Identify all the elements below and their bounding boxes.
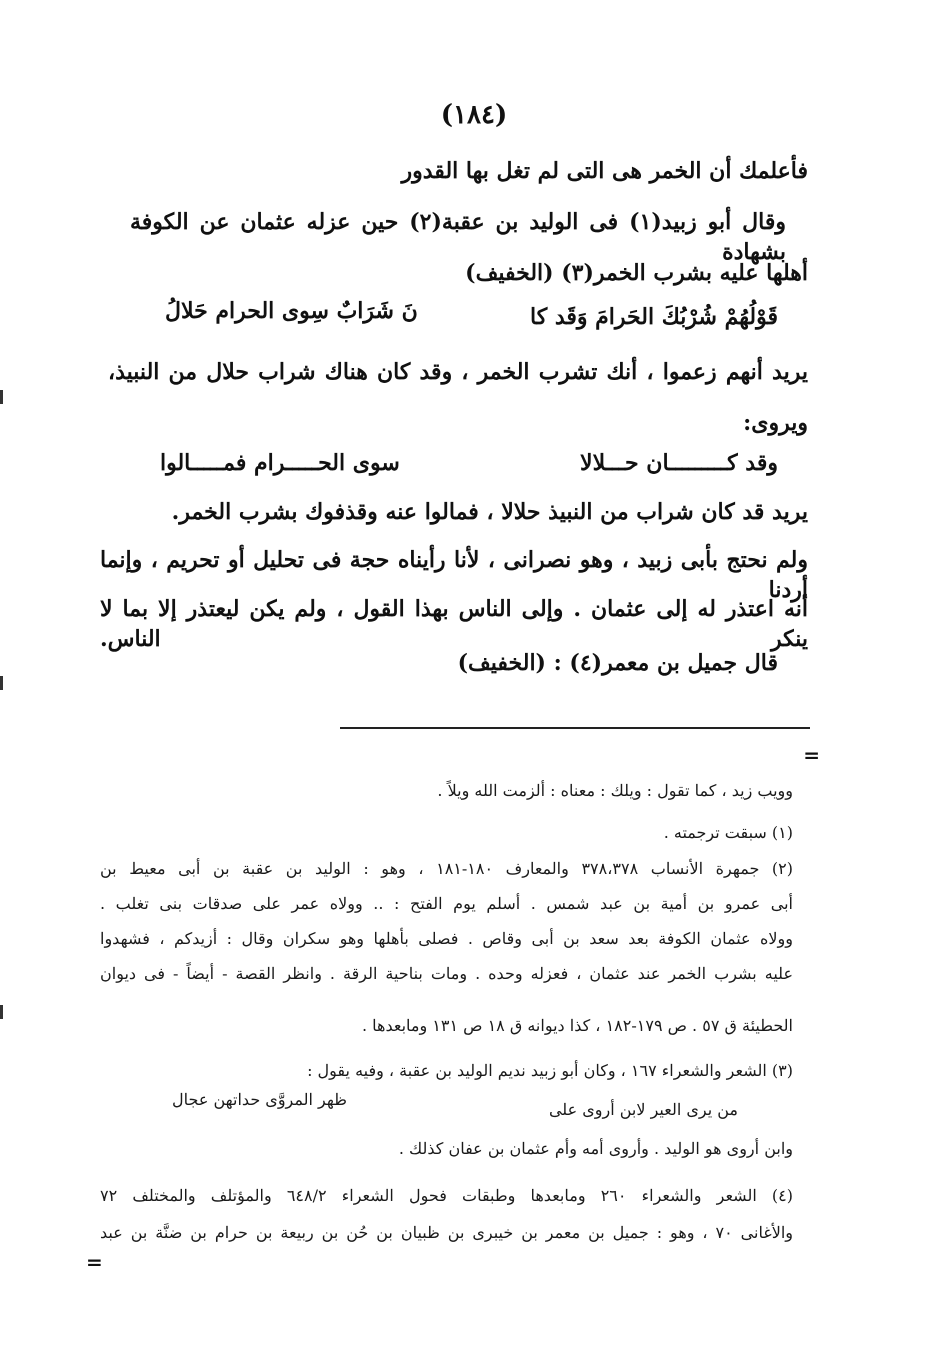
body-line-1: فأعلمك أن الخمر هى التى لم تغل بها القدور	[401, 158, 808, 184]
body-line-2: وقال أبو زبيد(١) فى الوليد بن عقبة(٢) حين عزله عثمان عن الكوفة بشهادة	[130, 209, 786, 265]
page-number: (١٨٤)	[440, 100, 508, 130]
footnote-2-line-4: عليه بشرب الخمر عند عثمان ، فعزله وحده . ومات بناحية الرقة . وانظر القصة - أيضاً - فى ديوان	[100, 964, 793, 983]
verse-2-second-hemistich: سوى الحـــــرام فمـــــالوا	[160, 450, 400, 476]
footnote-3-verse-first: من يرى العير لابن أروى على	[548, 1100, 738, 1119]
footnote-separator	[340, 727, 810, 729]
footnote-continuation: وويب زيد ، كما تقول : ويلك : معناه : ألزمت الله ويلاً .	[437, 781, 793, 800]
body-line-5: ويروى:	[743, 410, 808, 436]
verse-1-second-hemistich: نَ شَرَابٌ سِوى الحرام حَلالُ	[165, 298, 418, 324]
footnote-4-line-2: والأغانى ٧٠ ، وهو : جميل بن معمر بن خيبرى بن ظبيان بن حُن بن ربيعة بن حرام بن ضنَّة بن عبد	[100, 1223, 793, 1242]
body-line-3: أهلها عليه بشرب الخمر(٣) (الخفيف)	[465, 260, 808, 286]
footnote-2-line-2: أبى عمرو بن أمية بن عبد شمس . أسلم يوم الفتح : .. وولاه عمر على صدقات بنى تغلب .	[100, 894, 793, 913]
scan-edge-mark	[0, 390, 3, 404]
footnote-3-line-1: (٣) الشعر والشعراء ١٦٧ ، وكان أبو زبيد نديم الوليد بن عقبة ، وفيه يقول :	[307, 1061, 793, 1080]
body-line-7: ولم نحتج بأبى زبيد ، وهو نصرانى ، لأنا رأيناه حجة فى تحليل أو تحريم ، وإنما أردنا	[100, 547, 808, 603]
body-line-4: يريد أنهم زعموا ، أنك تشرب الخمر ، وقد كان هناك شراب حلال من النبيذ،	[108, 359, 808, 385]
continuation-mark: =	[803, 743, 820, 767]
scan-edge-mark	[0, 1005, 3, 1019]
footnote-4-line-1: (٤) الشعر والشعراء ٢٦٠ ومابعدها وطبقات فحول الشعراء ٦٤٨/٢ والمؤتلف والمختلف ٧٢	[100, 1186, 793, 1205]
footnote-1: (١) سبقت ترجمته .	[663, 823, 793, 842]
scan-edge-mark	[0, 676, 3, 690]
footnote-2-line-3: وولاه عثمان الكوفة بعد سعد بن أبى وقاص . فصلى بأهلها وهو سكران وقال : أزيدكم ، فشهدوا	[100, 929, 793, 948]
footnote-2-line-5: الحطيئة ق ٥٧ . ص ١٧٩-١٨٢ ، كذا ديوانه ق ١٨ ص ١٣١ ومابعدها .	[361, 1016, 793, 1035]
body-line-9: قال جميل بن معمر(٤) : (الخفيف)	[457, 650, 778, 676]
footnote-3-verse-second: ظهر المروَّى حداتهن عجال	[172, 1090, 347, 1109]
verse-1-first-hemistich: قَوْلُهُمْ شُرْبُكَ الحَرامَ وَقَد كا	[530, 304, 778, 330]
footnote-2-line-1: (٢) جمهرة الأنساب ٣٧٨،٣٧٨ والمعارف ١٨٠-١٨١ ، وهو : الوليد بن عقبة بن أبى معيط بن	[100, 859, 794, 878]
body-line-8: أنه اعتذر له إلى عثمان . وإلى الناس بهذا القول ، ولم يكن ليعتذر إلا بما لا ينكر الناس.	[100, 596, 808, 652]
body-line-6: يريد قد كان شراب من النبيذ حلالا ، فمالوا عنه وقذفوك بشرب الخمر.	[171, 499, 808, 525]
verse-2-first-hemistich: وقد كـــــــــان حـــلالا	[580, 450, 778, 476]
footnote-3-line-2: وابن أروى هو الوليد . وأروى أمه وأم عثمان بن عفان كذلك .	[398, 1139, 793, 1158]
end-continuation-mark: =	[86, 1250, 103, 1274]
